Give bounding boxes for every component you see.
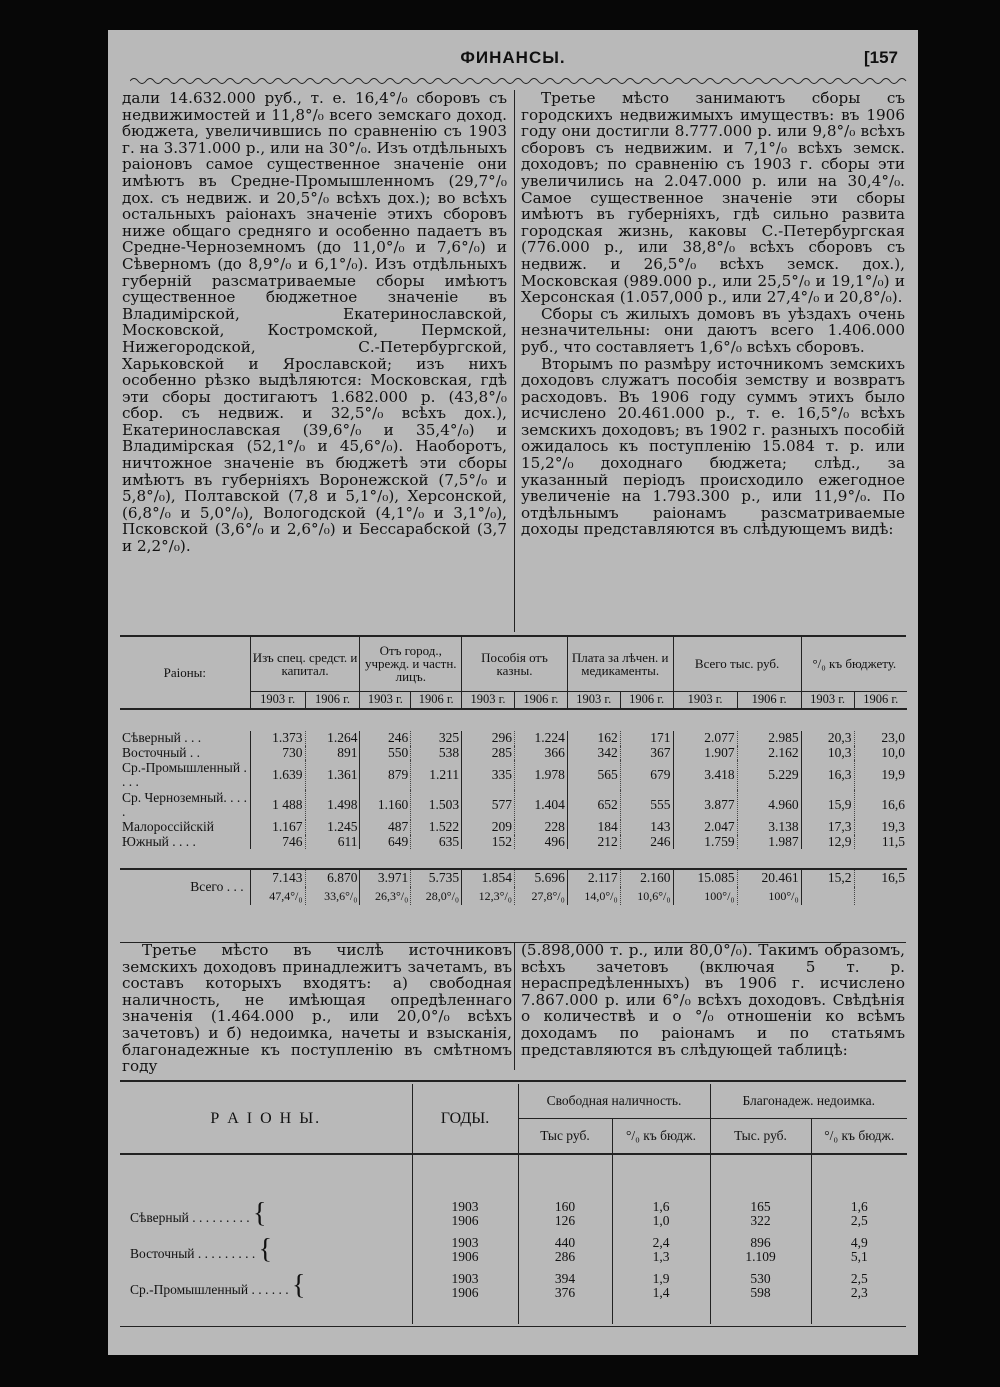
table-row: Восточный . . 730 891 550 538 285 366 342 367 1.907 2.162 10,3 10,0 (122, 744, 905, 760)
year-header: 1906 г. (305, 691, 360, 709)
running-title: ФИНАНСЫ. (460, 48, 566, 67)
offsets-table (120, 1084, 907, 1324)
paragraph: Сборы съ жилыхъ домовъ въ уѣздахъ очень незначительны: они даютъ всего 1.406.000 руб., что составляетъ 1,6°/₀ всѣхъ сборовъ. (521, 304, 905, 356)
page-bottom-rule (120, 1326, 906, 1327)
col-group: Отъ город., учрежд. и частн. лицъ. (360, 637, 462, 691)
col-group: Плата за лѣчен. и медикаменты. (567, 637, 673, 691)
left-column-top (122, 90, 507, 555)
paragraph: (5.898,000 т. р., или 80,0°/₀). Такимъ образомъ, всѣхъ зачетовъ (включая 5 т. р. нераспредѣленныхъ) въ 1906 г. исчислено 7.867.000 р. или 6°/₀ всѣхъ доходовъ. Свѣдѣнія о количествѣ и о °/₀ отношеніи ко всѣмъ доходамъ по раіонамъ и по статьямъ представляются въ слѣдующей таблицѣ: (521, 941, 905, 1059)
col-group: Благонадеж. недоимка. (710, 1084, 907, 1118)
table-row: Ср.-Промышленный . . . . 1.639 1.361 879 1.211 335 1.978 565 679 3.418 5.229 16,3 19,9 (122, 759, 905, 789)
table2-top-rule (120, 1080, 906, 1082)
year-header: 1903 г. (250, 691, 305, 709)
year-header: 1903 г. (462, 691, 515, 709)
table-row: Ср. Черноземный. . . . . 1 488 1.498 1.160 1.503 577 1.404 652 555 3.877 4.960 15,9 16,6 (122, 789, 905, 819)
year-header: 1903 г. (673, 691, 737, 709)
year-header: 1906 г. (737, 691, 801, 709)
subheader: °/₀ къ бюдж. (811, 1118, 907, 1154)
col-group: Изъ спец. средст. и капитал. (250, 637, 360, 691)
brace-icon: { (253, 1198, 267, 1229)
column-divider (514, 90, 515, 632)
col-group: °/₀ къ бюджету. (801, 637, 907, 691)
year-header: 1906 г. (411, 691, 462, 709)
year-header: 1906 г. (514, 691, 567, 709)
paragraph: Вторымъ по размѣру источникомъ земскихъ доходовъ служатъ пособія земству и возвратъ расходовъ. Въ 1906 году суммъ этихъ было исчислено 20.461.000 р., т. е. 16,5°/₀ всѣхъ земскихъ доходовъ; въ 1902 г. разныхъ пособій ожидалось къ поступленію 15.084 т. р. или 15,2°/₀ доходнаго бюджета; слѣд., за указанный періодъ происходило ежегодное увеличеніе на 1.793.300 р., или 11,9°/₀. По отдѣльнымъ раіонамъ разсматриваемые доходы представляются въ слѣдующемъ видѣ: (521, 354, 905, 539)
page-number: [157 (863, 48, 898, 67)
book-page (108, 30, 918, 1355)
right-column-top (521, 90, 905, 538)
table-row: Ср.-Промышленный . . . . . . { 1903 1906 394 376 1,9 1,4 530 598 2,5 2,3 (120, 1268, 907, 1304)
subheader: °/₀ къ бюдж. (612, 1118, 710, 1154)
col-regions: Р А І О Н Ы. (120, 1084, 412, 1154)
paragraph: дали 14.632.000 руб., т. е. 16,4°/₀ сборовъ съ недвижимостей и 11,8°/₀ всего земскаго доход. бюджета, увеличившись по сравненію съ 1903 г. на 3.371.000 р., или на 30°/₀. Изъ отдѣльныхъ раіоновъ самое существенное значеніе они имѣютъ въ Средне-Промышленномъ (29,7°/₀ дох. съ недвиж. и 20,5°/₀ всѣхъ дох.); во всѣхъ остальныхъ раіонахъ значеніе этихъ сборовъ ниже общаго средняго и особенно падаетъ въ Средне-Черноземномъ (до 11,0°/₀ и 7,6°/₀) и Сѣверномъ (до 8,9°/₀ и 6,1°/₀). Изъ отдѣльныхъ губерній разсматриваемые сборы имѣютъ существенное бюджетное значеніе въ Владимірской, Екатеринославской, Московской, Костромской, Пермской, Нижегородской, С.-Петербургской, Харьковской и Ярославской; изъ нихъ особенно рѣзко выдѣляются: Московская, гдѣ эти сборы достигаютъ 1.682.000 р. (43,8°/₀ сбор. съ недвиж. и 32,5°/₀ всѣхъ дох.), Екатеринославская (39,6°/₀ и 35,4°/₀) и Владимірская (52,1°/₀ и 45,6°/₀). Наоборотъ, ничтожное значеніе въ бюджетѣ эти сборы имѣютъ въ губерніяхъ Воронежской (7,5°/₀ и 5,8°/₀), Полтавской (7,8 и 5,1°/₀), Херсонской, (6,8°/₀ и 5,0°/₀), Вологодской (4,1°/₀ и 3,1°/₀), Псковской (3,6°/₀ и 2,6°/₀) и Бессарабской (3,7 и 2,2°/₀). (122, 89, 507, 556)
subheader: Тыс. руб. (710, 1118, 811, 1154)
year-header: 1906 г. (854, 691, 907, 709)
col-group: Пособія отъ казны. (462, 637, 568, 691)
brace-icon: { (258, 1234, 273, 1265)
page-header (120, 48, 906, 74)
column-divider (514, 942, 515, 1070)
table-row: Восточный . . . . . . . . . { 1903 1906 440 286 2,4 1,3 896 1.109 4,9 5,1 (120, 1232, 907, 1268)
col-regions: Раіоны: (163, 665, 207, 680)
paragraph: Третье мѣсто въ числѣ источниковъ земскихъ доходовъ принадлежитъ зачетамъ, въ составъ которыхъ входятъ: а) свободная наличность, не имѣющая опредѣленнаго значенія (1.464.000 р., или 20,0°/₀ всѣхъ зачетовъ) и б) недоимка, начеты и взысканія, благонадежные къ поступленію въ смѣтномъ году (122, 941, 512, 1076)
wavy-rule (130, 76, 908, 86)
right-column-mid (521, 942, 905, 1058)
total-row: Всего . . . 7.143 6.870 3.971 5.735 1.854 5.696 2.117 2.160 15.085 20.461 15,2 16,5 (120, 869, 907, 887)
col-group: Всего тыс. руб. (673, 637, 801, 691)
income-table (120, 637, 907, 905)
col-group: Свободная наличность. (518, 1084, 710, 1118)
table-row: Сѣверный . . . 1.373 1.264 246 325 296 1.224 162 171 2.077 2.985 20,3 23,0 (122, 730, 905, 745)
brace-icon: { (291, 1270, 306, 1301)
col-years: ГОДЫ. (412, 1084, 518, 1154)
year-header: 1903 г. (567, 691, 620, 709)
table-row: Сѣверный . . . . . . . . . { 1903 1906 160 126 1,6 1,0 165 322 1,6 2,5 (120, 1196, 907, 1232)
left-column-mid (122, 942, 512, 1075)
total-pct-row: 47,4°/₀ 33,6°/₀ 26,3°/₀ 28,0°/₀ 12,3°/₀ 27,8°/₀ 14,0°/₀ 10,6°/₀ 100°/₀ 100°/₀ (120, 887, 907, 905)
table-row: Южный . . . . 746 611 649 635 152 496 212 246 1.759 1.987 12,9 11,5 (122, 833, 905, 849)
paragraph: Третье мѣсто занимаютъ сборы съ городскихъ недвижимыхъ имуществъ: въ 1906 году они достигли 8.777.000 р. или 9,8°/₀ всѣхъ сборовъ съ недвижим. и 7,1°/₀ всѣхъ земск. доходовъ; по сравненію съ 1903 г. сборы эти увеличились на 2.047.000 р. или на 30,4°/₀. Самое существенное значеніе эти сборы имѣютъ въ губерніяхъ, гдѣ сильно развита городская жизнь, каковы С.-Петербургская (776.000 р., или 38,8°/₀ всѣхъ сборовъ съ недвиж. и 26,5°/₀ всѣхъ земск. дох.), Московская (989.000 р., или 25,5°/₀ и 19,1°/₀) и Херсонская (1.057,000 р., или 27,4°/₀ и 20,8°/₀). (521, 89, 905, 307)
year-header: 1906 г. (620, 691, 673, 709)
year-header: 1903 г. (360, 691, 411, 709)
year-header: 1903 г. (801, 691, 854, 709)
table-row: Малороссійскій 1.167 1.245 487 1.522 209 228 184 143 2.047 3.138 17,3 19,3 (122, 819, 905, 834)
subheader: Тыс руб. (518, 1118, 612, 1154)
